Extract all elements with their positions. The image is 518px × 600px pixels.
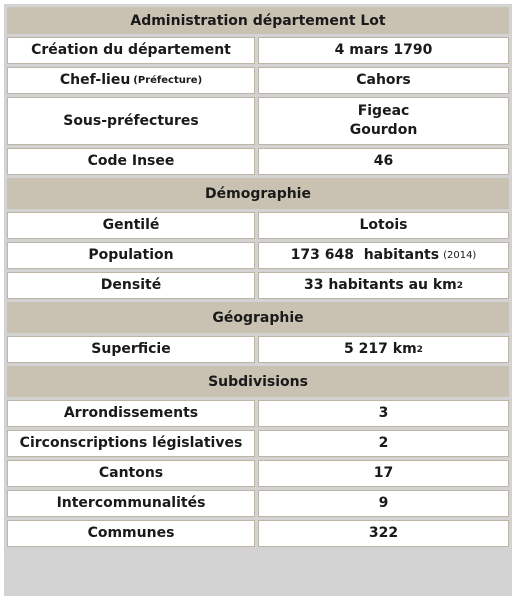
population-value: 173 648 habitants	[290, 247, 440, 264]
infobox-table	[4, 4, 512, 596]
row-population	[7, 242, 509, 269]
row-code-insee	[7, 148, 509, 175]
superficie-value: 5 217 km	[344, 341, 417, 358]
sous-prefectures-label: Sous-préfectures	[7, 97, 255, 145]
subdivision-value: 9	[258, 490, 509, 517]
subdivision-label: Cantons	[7, 460, 255, 487]
creation-value: 4 mars 1790	[258, 37, 509, 64]
subdivision-value: 2	[258, 430, 509, 457]
densite-value-cell: 33 habitants au km 2	[258, 272, 509, 299]
sous-prefecture-item: Gourdon	[349, 122, 418, 138]
row-circonscriptions	[7, 430, 509, 457]
superficie-value-cell: 5 217 km 2	[258, 336, 509, 363]
row-intercommunalites	[7, 490, 509, 517]
row-densite	[7, 272, 509, 299]
subdivision-value: 17	[258, 460, 509, 487]
subdivision-value: 3	[258, 400, 509, 427]
code-insee-label: Code Insee	[7, 148, 255, 175]
infobox-title: Administration département Lot	[7, 7, 509, 34]
row-superficie	[7, 336, 509, 363]
gentile-value: Lotois	[258, 212, 509, 239]
row-communes	[7, 520, 509, 547]
population-value-cell	[258, 242, 509, 269]
row-arrondissements	[7, 400, 509, 427]
subdivision-label: Arrondissements	[7, 400, 255, 427]
subdivision-value: 322	[258, 520, 509, 547]
densite-value: 33 habitants au km	[303, 277, 457, 294]
row-creation	[7, 37, 509, 64]
densite-label: Densité	[7, 272, 255, 299]
section-header-subdivisions: Subdivisions	[7, 366, 509, 397]
gentile-label: Gentilé	[7, 212, 255, 239]
chef-lieu-label: Chef-lieu	[59, 72, 131, 89]
row-gentile	[7, 212, 509, 239]
chef-lieu-note: (Préfecture)	[133, 74, 203, 86]
population-label: Population	[7, 242, 255, 269]
creation-label: Création du département	[7, 37, 255, 64]
sous-prefectures-value-cell	[258, 97, 509, 145]
population-year: (2014)	[443, 249, 477, 261]
subdivision-label: Communes	[7, 520, 255, 547]
section-header-geographie: Géographie	[7, 302, 509, 333]
chef-lieu-value: Cahors	[258, 67, 509, 94]
subdivision-label: Circonscriptions législatives	[7, 430, 255, 457]
row-sous-prefectures	[7, 97, 509, 145]
sous-prefecture-item: Figeac	[357, 103, 410, 120]
subdivision-label: Intercommunalités	[7, 490, 255, 517]
code-insee-value: 46	[258, 148, 509, 175]
row-cantons	[7, 460, 509, 487]
section-header-demographie: Démographie	[7, 178, 509, 209]
superficie-label: Superficie	[7, 336, 255, 363]
row-chef-lieu	[7, 67, 509, 94]
chef-lieu-label-cell	[7, 67, 255, 94]
